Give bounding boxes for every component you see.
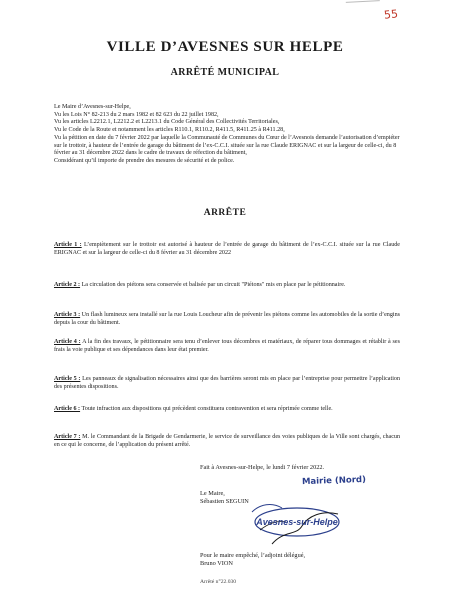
signoff-line: Fait à Avesnes-sur-Helpe, le lundi 7 février 2022. — [200, 464, 325, 471]
logo-lettering: Avesnes-sur-Helpe — [256, 517, 338, 527]
article-5 — [54, 375, 400, 391]
corner-scrawl — [346, 0, 380, 11]
article-label: Article 7 : — [54, 434, 81, 440]
article-label: Article 3 : — [54, 312, 81, 318]
article-text: Toute infraction aux dispositions qui précèdent constituera contravention et sera réprimée comme telle. — [80, 406, 333, 412]
maire-title: Le Maire, — [200, 490, 225, 497]
article-label: Article 6 : — [54, 406, 81, 412]
preamble-line: Le Maire d’Avesnes-sur-Helpe, — [54, 104, 131, 110]
article-text: Un flash lumineux sera installé sur la rue Louis Loucheur afin de prévenir les piétons comme les automobiles de la sortie d’engins depuis la cour du bâtiment. — [54, 312, 400, 326]
preamble-line: Vu le Code de la Route et notamment les articles R110.1, R110.2, R411.5, R411.25 à R411.28, — [54, 127, 285, 134]
article-2 — [54, 281, 400, 289]
preamble-line: Vu la pétition en date du 7 février 2022 par laquelle la Communauté de Communes du Cœur de l’Avesnois demande l’autorisation d’empiéter sur le trottoir, à hauteur de l’entrée de garage du bâtiment de l’ex-C.C.I. située sur la rue Claude ERIGNAC et sur la largeur de celle-ci, du 8 février au 31 décembre 2022 dans le cadre de travaux de réfection du bâtiment, — [54, 134, 400, 157]
article-text: Les panneaux de signalisation nécessaires ainsi que des barrières seront mis en place par l’entreprise pour permettre l’application des présentes dispositions. — [54, 376, 400, 390]
article-label: Article 2 : — [54, 282, 81, 288]
article-1 — [54, 241, 400, 257]
page-title: VILLE D’AVESNES SUR HELPE — [106, 39, 344, 55]
article-label: Article 4 : — [54, 339, 81, 345]
article-4 — [54, 338, 400, 354]
preamble-line: Vu les Lois N° 82-213 du 2 mars 1982 et 82 623 du 22 juillet 1982, — [54, 111, 219, 118]
document-reference: Arrêté n°22.030 — [200, 579, 237, 585]
document-subtitle: ARRÊTÉ MUNICIPAL — [170, 67, 280, 78]
article-7 — [54, 433, 400, 449]
article-3 — [54, 311, 400, 327]
preamble-line: Vu les articles L2212.1, L2212.2 et L2213.1 du Code Général des Collectivités Territoriales, — [54, 119, 280, 126]
article-text: M. le Commandant de la Brigade de Gendarmerie, le service de surveillance des voies publiques de la Ville sont chargés, chacun en ce qui le concerne, de l’application du présent arrêté. — [54, 434, 400, 448]
preamble-line: Considérant qu’il importe de prendre des mesures de sécurité et de police. — [54, 157, 235, 164]
article-6 — [54, 405, 400, 413]
mairie-stamp: Mairie (Nord) — [301, 474, 367, 488]
maire-name: Sébastien SEGUIN — [200, 498, 249, 505]
article-text: L’empiètement sur le trottoir est autorisé à hauteur de l’entrée de garage du bâtiment de l’ex-C.C.I. située sur la rue Claude ERIGNAC et sur la largeur de celle-ci du 8 février au 31 décembre 2022 — [54, 242, 400, 256]
preamble — [54, 104, 400, 166]
delegate-line: Pour le maire empêché, l’adjoint délégué, — [200, 552, 306, 559]
article-label: Article 1 : — [54, 242, 82, 248]
town-seal-logo-icon — [242, 500, 352, 548]
article-label: Article 5 : — [54, 376, 81, 382]
delegate-name: Bruno VION — [200, 560, 233, 567]
article-text: La circulation des piétons sera conservée et balisée par un circuit "Piétons" mis en place par le pétitionnaire. — [80, 282, 346, 288]
article-text: A la fin des travaux, le pétitionnaire sera tenu d’enlever tous décombres et matériaux, de réparer tous dommages et rétablir à ses frais la voie publique et ses dépendances dans leur état premier. — [54, 339, 400, 353]
corner-number: 55 — [383, 7, 399, 22]
decision-heading: ARRÊTE — [203, 208, 247, 218]
